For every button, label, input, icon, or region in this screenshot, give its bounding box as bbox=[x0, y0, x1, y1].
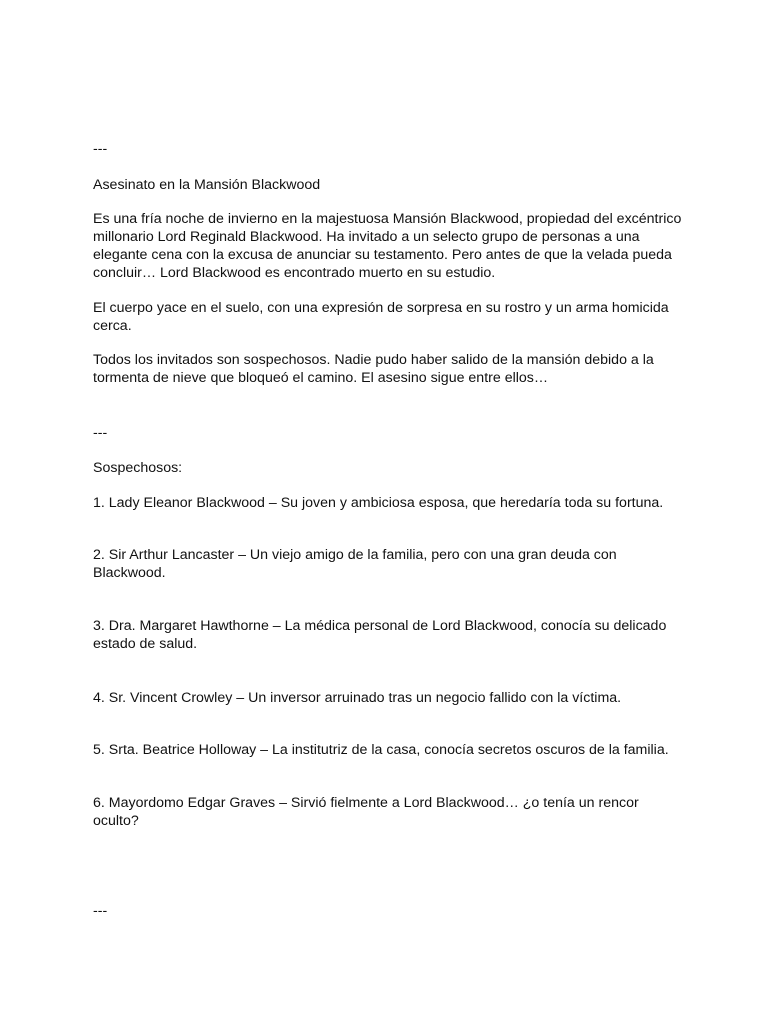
separator-2: --- bbox=[93, 425, 108, 441]
separator-3: --- bbox=[93, 903, 108, 919]
suspect-item: 4. Sr. Vincent Crowley – Un inversor arruinado tras un negocio fallido con la víctima. bbox=[93, 690, 622, 706]
suspect-item: 2. Sir Arthur Lancaster – Un viejo amigo de la familia, pero con una gran deuda con Blackwood. bbox=[93, 547, 617, 581]
suspect-item: 1. Lady Eleanor Blackwood – Su joven y ambiciosa esposa, que heredaría toda su fortuna. bbox=[93, 495, 664, 511]
suspects-heading: Sospechosos: bbox=[93, 460, 183, 476]
intro-paragraph-1: Es una fría noche de invierno en la majestuosa Mansión Blackwood, propiedad del excéntrico millonario Lord Reginald Blackwood. Ha invitado a un selecto grupo de personas a una elegante cena con la excusa de anunciar su testamento. Pero antes de que la velada pueda concluir… Lord Blackwood es encontrado muerto en su estudio. bbox=[93, 211, 682, 281]
suspect-item: 5. Srta. Beatrice Holloway – La institutriz de la casa, conocía secretos oscuros de la familia. bbox=[93, 742, 669, 758]
separator-1: --- bbox=[93, 141, 108, 157]
suspect-item: 6. Mayordomo Edgar Graves – Sirvió fielmente a Lord Blackwood… ¿o tenía un rencor oculto? bbox=[93, 795, 639, 829]
document-title: Asesinato en la Mansión Blackwood bbox=[93, 177, 321, 193]
intro-paragraph-2: El cuerpo yace en el suelo, con una expresión de sorpresa en su rostro y un arma homicida cerca. bbox=[93, 300, 669, 334]
intro-paragraph-3: Todos los invitados son sospechosos. Nadie pudo haber salido de la mansión debido a la tormenta de nieve que bloqueó el camino. El asesino sigue entre ellos… bbox=[93, 352, 654, 386]
suspect-item: 3. Dra. Margaret Hawthorne – La médica personal de Lord Blackwood, conocía su delicado estado de salud. bbox=[93, 618, 667, 652]
